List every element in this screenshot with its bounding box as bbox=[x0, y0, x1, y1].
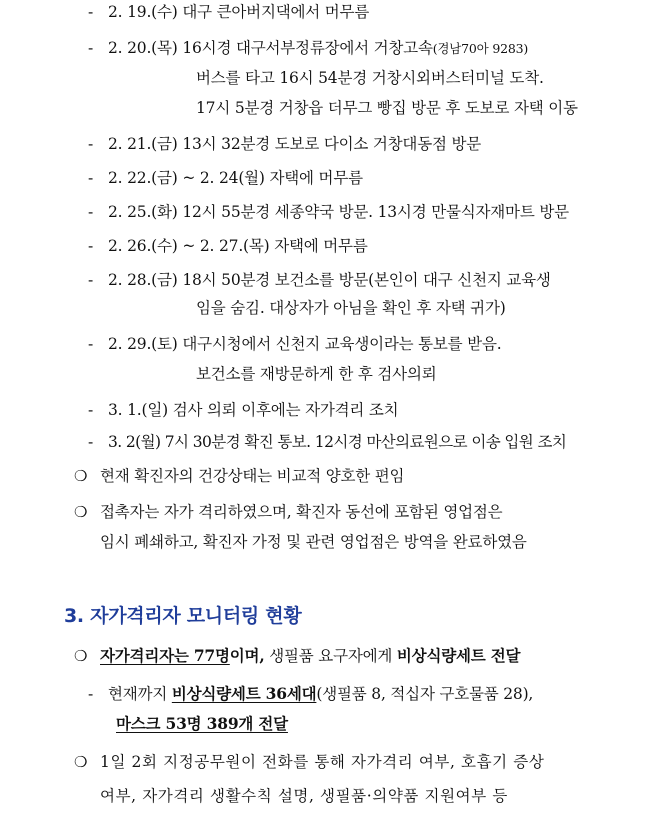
monitoring-call: 1일 2회 지정공무원이 전화를 통해 자가격리 여부, 호흡기 증상 bbox=[100, 753, 545, 771]
timeline-line-3-2: 3. 2(월) 7시 30분경 확진 통보. 12시경 마산의료원으로 이송 입원 조치 bbox=[108, 433, 567, 451]
quarantine-mid-text: 생필품 요구자에게 bbox=[264, 647, 397, 665]
monitoring-call-cont: 여부, 자가격리 생활수칙 설명, 생필품·의약품 지원여부 등 bbox=[100, 787, 508, 805]
dash-marker: - bbox=[88, 685, 94, 703]
quarantine-count: 자가격리자는 77명 bbox=[100, 646, 230, 665]
dash-marker: - bbox=[88, 433, 94, 451]
timeline-line-2-29: 2. 29.(토) 대구시청에서 신천지 교육생이라는 통보를 받음. bbox=[108, 335, 502, 353]
bus-plate-note: (경남70아 9283) bbox=[432, 41, 529, 56]
status-contacts-cont: 임시 폐쇄하고, 확진자 가정 및 관련 영업점은 방역을 완료하였음 bbox=[100, 533, 527, 551]
food-set-breakdown: (생필품 8, 적십자 구호물품 28), bbox=[316, 685, 534, 703]
dash-marker: - bbox=[88, 237, 94, 255]
timeline-line-2-20-cont2: 17시 5분경 거창읍 더무그 빵집 방문 후 도보로 자택 이동 bbox=[196, 99, 578, 117]
timeline-line-3-1: 3. 1.(일) 검사 의뢰 이후에는 자가격리 조치 bbox=[108, 401, 399, 419]
timeline-line-2-29-cont: 보건소를 재방문하게 한 후 검사의뢰 bbox=[196, 365, 437, 383]
circle-bullet-icon: ❍ bbox=[74, 647, 88, 665]
self-quarantine-summary bbox=[100, 646, 520, 666]
food-set-delivered bbox=[108, 684, 533, 704]
timeline-line-2-22: 2. 22.(금) ~ 2. 24(월) 자택에 머무름 bbox=[108, 169, 363, 187]
status-health: 현재 확진자의 건강상태는 비교적 양호한 편임 bbox=[100, 467, 405, 485]
dash-marker: - bbox=[88, 3, 94, 21]
dash-marker: - bbox=[88, 401, 94, 419]
timeline-line-2-20-cont1: 버스를 타고 16시 54분경 거창시외버스터미널 도착. bbox=[196, 69, 544, 87]
timeline-line-2-19: 2. 19.(수) 대구 큰아버지댁에서 머무름 bbox=[108, 3, 370, 21]
mask-delivered: 마스크 53명 389개 전달 bbox=[116, 714, 288, 733]
dash-marker: - bbox=[88, 39, 94, 57]
timeline-line-2-26: 2. 26.(수) ~ 2. 27.(목) 자택에 머무름 bbox=[108, 237, 368, 255]
timeline-line-2-25: 2. 25.(화) 12시 55분경 세종약국 방문. 13시경 만물식자재마트 방문 bbox=[108, 203, 569, 221]
timeline-line-2-20 bbox=[108, 38, 528, 59]
status-contacts: 접촉자는 자가 격리하였으며, 확진자 동선에 포함된 영업점은 bbox=[100, 503, 503, 521]
section-3-title: 3. 자가격리자 모니터링 현황 bbox=[64, 605, 302, 627]
quarantine-count-suffix: 이며, bbox=[229, 646, 265, 665]
dash-marker: - bbox=[88, 169, 94, 187]
emergency-food-set: 비상식량세트 전달 bbox=[396, 646, 521, 665]
dash-marker: - bbox=[88, 271, 94, 289]
timeline-line-2-28-cont: 임을 숨김. 대상자가 아님을 확인 후 자택 귀가) bbox=[196, 299, 506, 317]
dash-marker: - bbox=[88, 335, 94, 353]
circle-bullet-icon: ❍ bbox=[74, 503, 88, 521]
food-set-prefix: 현재까지 bbox=[108, 685, 172, 703]
dash-marker: - bbox=[88, 135, 94, 153]
circle-bullet-icon: ❍ bbox=[74, 467, 88, 485]
timeline-line-2-28: 2. 28.(금) 18시 50분경 보건소를 방문(본인이 대구 신천지 교육생 bbox=[108, 271, 551, 289]
circle-bullet-icon: ❍ bbox=[74, 753, 88, 771]
food-set-count: 비상식량세트 36세대 bbox=[171, 684, 317, 703]
dash-marker: - bbox=[88, 203, 94, 221]
timeline-line-2-21: 2. 21.(금) 13시 32분경 도보로 다이소 거창대동점 방문 bbox=[108, 135, 482, 153]
timeline-text: 2. 20.(목) 16시경 대구서부정류장에서 거창고속 bbox=[108, 39, 433, 57]
